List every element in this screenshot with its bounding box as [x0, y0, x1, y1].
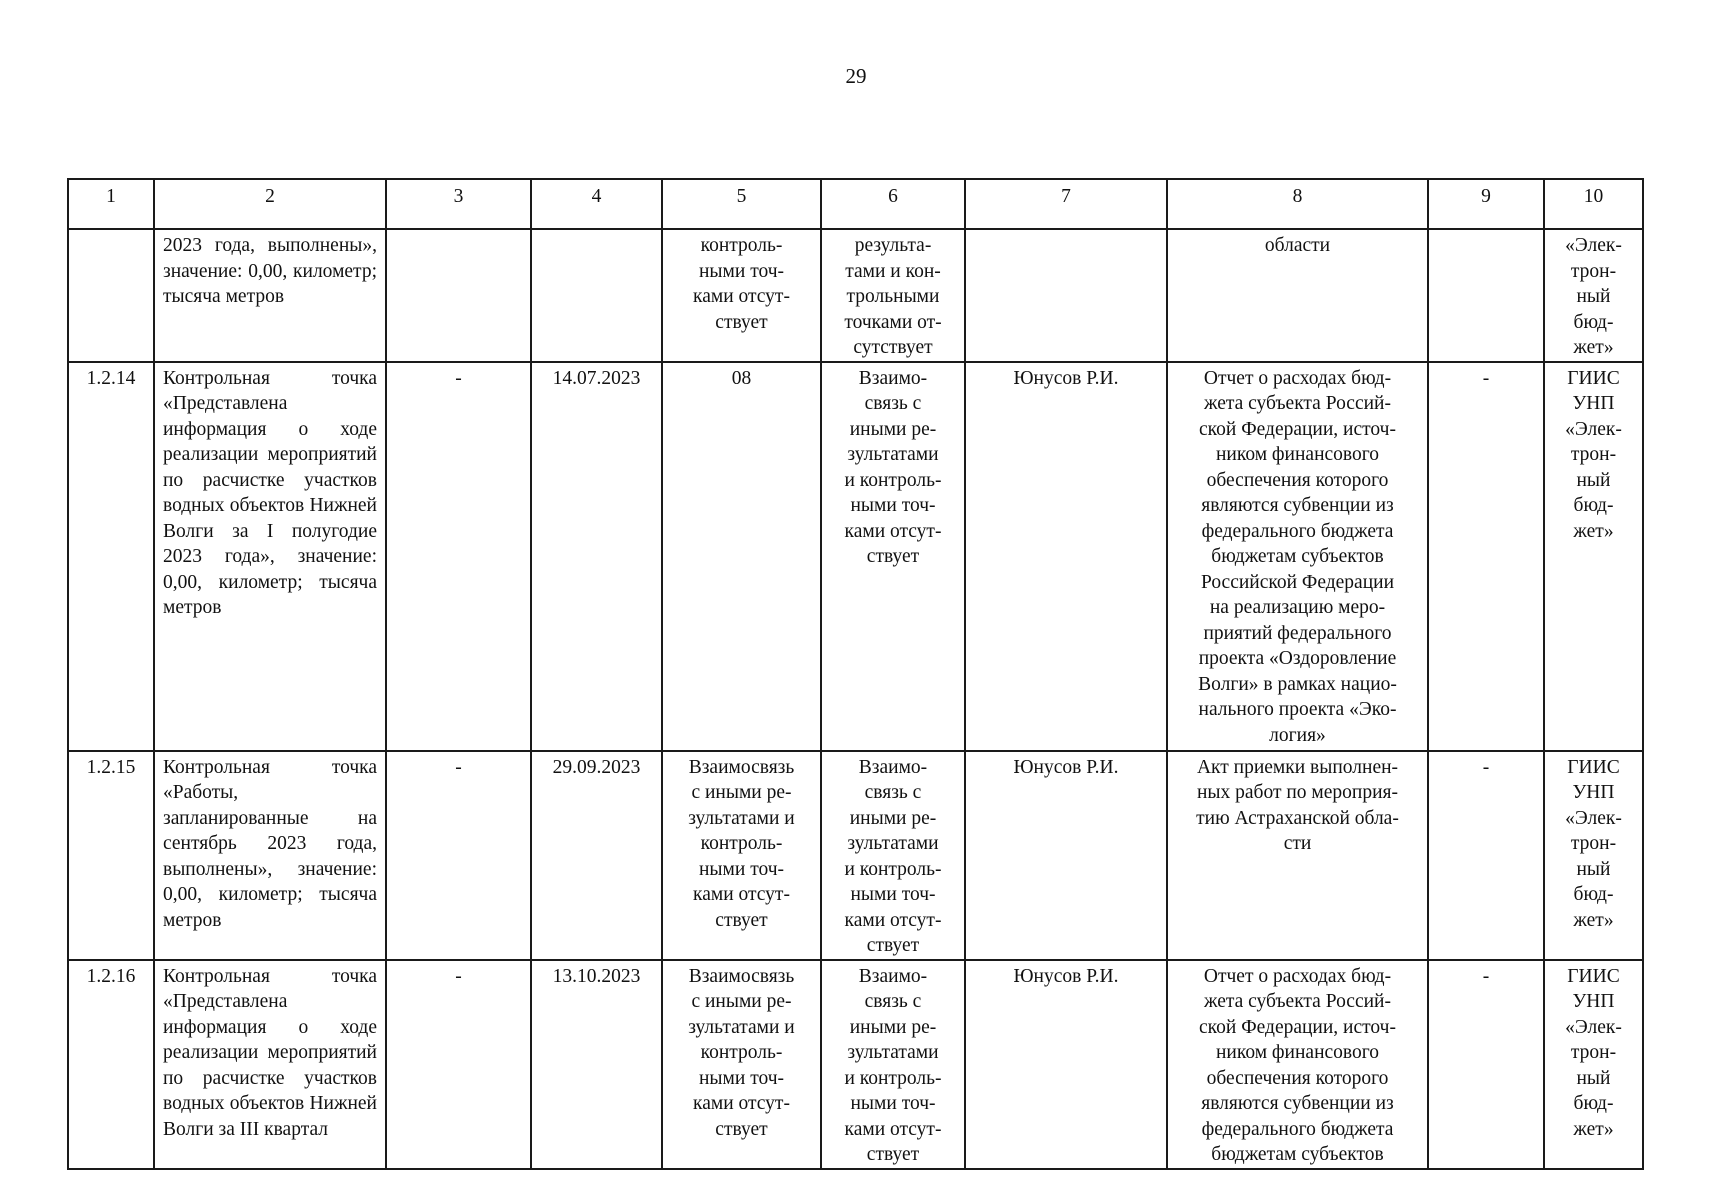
col6-cell: Взаимо- связь с иными ре- зультатами и контроль- ными точ- ками отсут- ствует: [821, 362, 965, 751]
col9-cell: -: [1428, 362, 1544, 751]
table-row: [68, 751, 1643, 960]
row-number-cell: [68, 229, 154, 362]
col5-cell: Взаимосвязь с иными ре- зультатами и контроль- ными точ- ками отсут- ствует: [662, 960, 821, 1169]
table-row: [68, 229, 1643, 362]
col3-cell: -: [386, 362, 531, 751]
col9-cell: -: [1428, 751, 1544, 960]
description-cell: Контрольная точка «Представлена информация о ходе реализации мероприятий по расчистке участков водных объектов Нижней Волги за III квартал: [154, 960, 386, 1169]
col9-cell: [1428, 229, 1544, 362]
row-number-cell: 1.2.14: [68, 362, 154, 751]
table-row: [68, 960, 1643, 1169]
column-header-3: 3: [386, 179, 531, 229]
date-cell: [531, 229, 662, 362]
col6-cell: результа- тами и кон- трольными точками от- сутствует: [821, 229, 965, 362]
date-cell: 13.10.2023: [531, 960, 662, 1169]
col5-cell: Взаимосвязь с иными ре- зультатами и контроль- ными точ- ками отсут- ствует: [662, 751, 821, 960]
col3-cell: -: [386, 751, 531, 960]
date-cell: 29.09.2023: [531, 751, 662, 960]
control-points-table: [67, 178, 1644, 1170]
row-number-cell: 1.2.15: [68, 751, 154, 960]
page-number: 29: [845, 64, 867, 88]
date-cell: 14.07.2023: [531, 362, 662, 751]
column-header-9: 9: [1428, 179, 1544, 229]
system-cell: «Элек- трон- ный бюд- жет»: [1544, 229, 1643, 362]
col5-cell: 08: [662, 362, 821, 751]
column-header-5: 5: [662, 179, 821, 229]
document-cell: области: [1167, 229, 1428, 362]
responsible-cell: Юнусов Р.И.: [965, 960, 1167, 1169]
column-header-1: 1: [68, 179, 154, 229]
system-cell: ГИИС УНП «Элек- трон- ный бюд- жет»: [1544, 751, 1643, 960]
responsible-cell: [965, 229, 1167, 362]
col9-cell: -: [1428, 960, 1544, 1169]
column-header-10: 10: [1544, 179, 1643, 229]
col3-cell: [386, 229, 531, 362]
table-row: [68, 362, 1643, 751]
responsible-cell: Юнусов Р.И.: [965, 362, 1167, 751]
description-cell: 2023 года, выполнены», значение: 0,00, километр; тысяча метров: [154, 229, 386, 362]
description-cell: Контрольная точка «Работы, запланированные на сентябрь 2023 года, выполнены», значение: 0,00, километр; тысяча метров: [154, 751, 386, 960]
col3-cell: -: [386, 960, 531, 1169]
column-header-6: 6: [821, 179, 965, 229]
description-cell: Контрольная точка «Представлена информация о ходе реализации мероприятий по расчистке участков водных объектов Нижней Волги за I полугодие 2023 года», значение: 0,00, километр; тысяча метров: [154, 362, 386, 751]
col6-cell: Взаимо- связь с иными ре- зультатами и контроль- ными точ- ками отсут- ствует: [821, 751, 965, 960]
column-header-2: 2: [154, 179, 386, 229]
document-cell: Отчет о расходах бюд- жета субъекта Россий- ской Федерации, источ- ником финансового обеспечения которого являются субвенции из федерального бюджета бюджетам субъектов: [1167, 960, 1428, 1169]
col6-cell: Взаимо- связь с иными ре- зультатами и контроль- ными точ- ками отсут- ствует: [821, 960, 965, 1169]
column-header-7: 7: [965, 179, 1167, 229]
responsible-cell: Юнусов Р.И.: [965, 751, 1167, 960]
column-header-8: 8: [1167, 179, 1428, 229]
document-cell: Акт приемки выполнен- ных работ по мероприя- тию Астраханской обла- сти: [1167, 751, 1428, 960]
system-cell: ГИИС УНП «Элек- трон- ный бюд- жет»: [1544, 362, 1643, 751]
document-cell: Отчет о расходах бюд- жета субъекта Россий- ской Федерации, источ- ником финансового обеспечения которого являются субвенции из федерального бюджета бюджетам субъектов Российской Федерации на реализацию меро- приятий федерального проекта «Оздоровление Волги» в рамках нацио- нального проекта «Эко- логия»: [1167, 362, 1428, 751]
row-number-cell: 1.2.16: [68, 960, 154, 1169]
system-cell: ГИИС УНП «Элек- трон- ный бюд- жет»: [1544, 960, 1643, 1169]
column-header-4: 4: [531, 179, 662, 229]
col5-cell: контроль- ными точ- ками отсут- ствует: [662, 229, 821, 362]
column-number-header-row: [68, 179, 1643, 229]
